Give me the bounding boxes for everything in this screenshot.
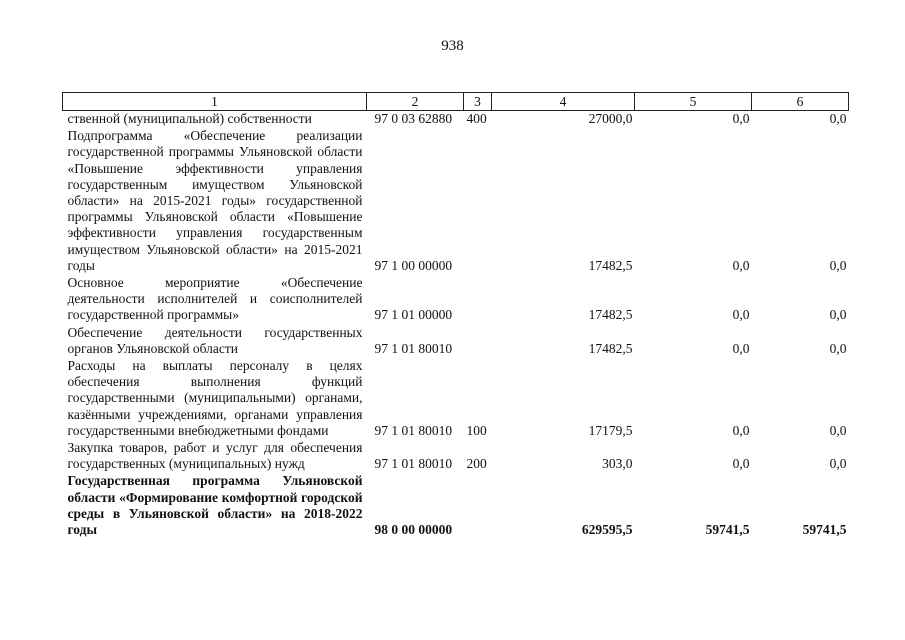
row-value-3: 0,0 [829, 257, 847, 273]
row-value-3: 59741,5 [802, 522, 847, 538]
row-value-1: 629595,5 [581, 522, 633, 538]
table-row [63, 275, 849, 325]
table-row [63, 358, 849, 440]
row-value-1: 17482,5 [588, 257, 633, 273]
row-type: 200 [466, 456, 487, 472]
column-header: 3 [464, 93, 492, 111]
column-header: 2 [367, 93, 464, 111]
row-value-3: 0,0 [829, 307, 847, 323]
row-value-2: 0,0 [732, 307, 750, 323]
row-code: 98 0 00 00000 [374, 522, 453, 538]
row-code: 97 1 00 00000 [374, 257, 453, 273]
row-type: 400 [466, 111, 487, 126]
row-value-1: 17482,5 [588, 307, 633, 323]
row-value-1: 17179,5 [588, 422, 633, 438]
row-value-2: 59741,5 [705, 522, 750, 538]
row-value-2: 0,0 [732, 111, 750, 126]
row-value-3: 0,0 [829, 340, 847, 356]
row-type: 100 [466, 422, 487, 438]
page-number: 938 [441, 38, 464, 54]
row-name: Обеспечение деятельности государственных органов Ульяновской области [67, 324, 363, 356]
column-header: 4 [492, 93, 635, 111]
row-code: 97 1 01 80010 [374, 456, 453, 472]
row-value-2: 0,0 [732, 422, 750, 438]
row-name: Подпрограмма «Обеспечение реализации государственной программы Ульяновской области «Повышение эффективности управления государственным имуществом Ульяновской области» на 2015-2021 годы» государственной программы Ульяновской области «Повышение эффективности управления государственным имуществом Ульяновской области» на 2015-2021 годы [67, 128, 363, 273]
row-code: 97 1 01 80010 [374, 422, 453, 438]
header-row [63, 93, 849, 111]
column-header: 5 [635, 93, 752, 111]
row-type [464, 275, 492, 325]
row-value-3: 0,0 [829, 422, 847, 438]
row-value-1: 303,0 [602, 456, 633, 472]
row-value-3: 0,0 [829, 456, 847, 472]
row-code: 97 1 01 00000 [374, 307, 453, 323]
table-row [63, 440, 849, 473]
table-row [63, 128, 849, 275]
row-value-2: 0,0 [732, 340, 750, 356]
row-name: Расходы на выплаты персоналу в целях обеспечения выполнения функций государственными (муниципальными) органами, казёнными учреждениями, органами управления государственными внебюджетными фондами [67, 358, 363, 438]
row-value-1: 17482,5 [588, 340, 633, 356]
row-name: Основное мероприятие «Обеспечение деятельности исполнителей и соисполнителей государственной программы» [67, 275, 363, 323]
budget-table [62, 92, 849, 539]
row-name: Государственная программа Ульяновской области «Формирование комфортной городской среды в Ульяновской области» на 2018-2022 годы [67, 473, 363, 538]
row-type [464, 128, 492, 275]
table-header [63, 93, 849, 111]
table-row [63, 325, 849, 358]
row-code: 97 1 01 80010 [374, 340, 453, 356]
row-type [464, 473, 492, 539]
row-name: ственной (муниципальной) собственности [67, 111, 312, 126]
table-body [63, 111, 849, 540]
table-row-program [63, 473, 849, 539]
row-value-3: 0,0 [829, 111, 847, 126]
column-header: 1 [63, 93, 367, 111]
row-name: Закупка товаров, работ и услуг для обеспечения государственных (муниципальных) нужд [67, 440, 363, 472]
column-header: 6 [752, 93, 849, 111]
row-value-2: 0,0 [732, 456, 750, 472]
row-value-2: 0,0 [732, 257, 750, 273]
row-type [464, 325, 492, 358]
row-value-1: 27000,0 [588, 111, 633, 126]
table-row [63, 111, 849, 129]
row-code: 97 0 03 62880 [374, 111, 453, 126]
